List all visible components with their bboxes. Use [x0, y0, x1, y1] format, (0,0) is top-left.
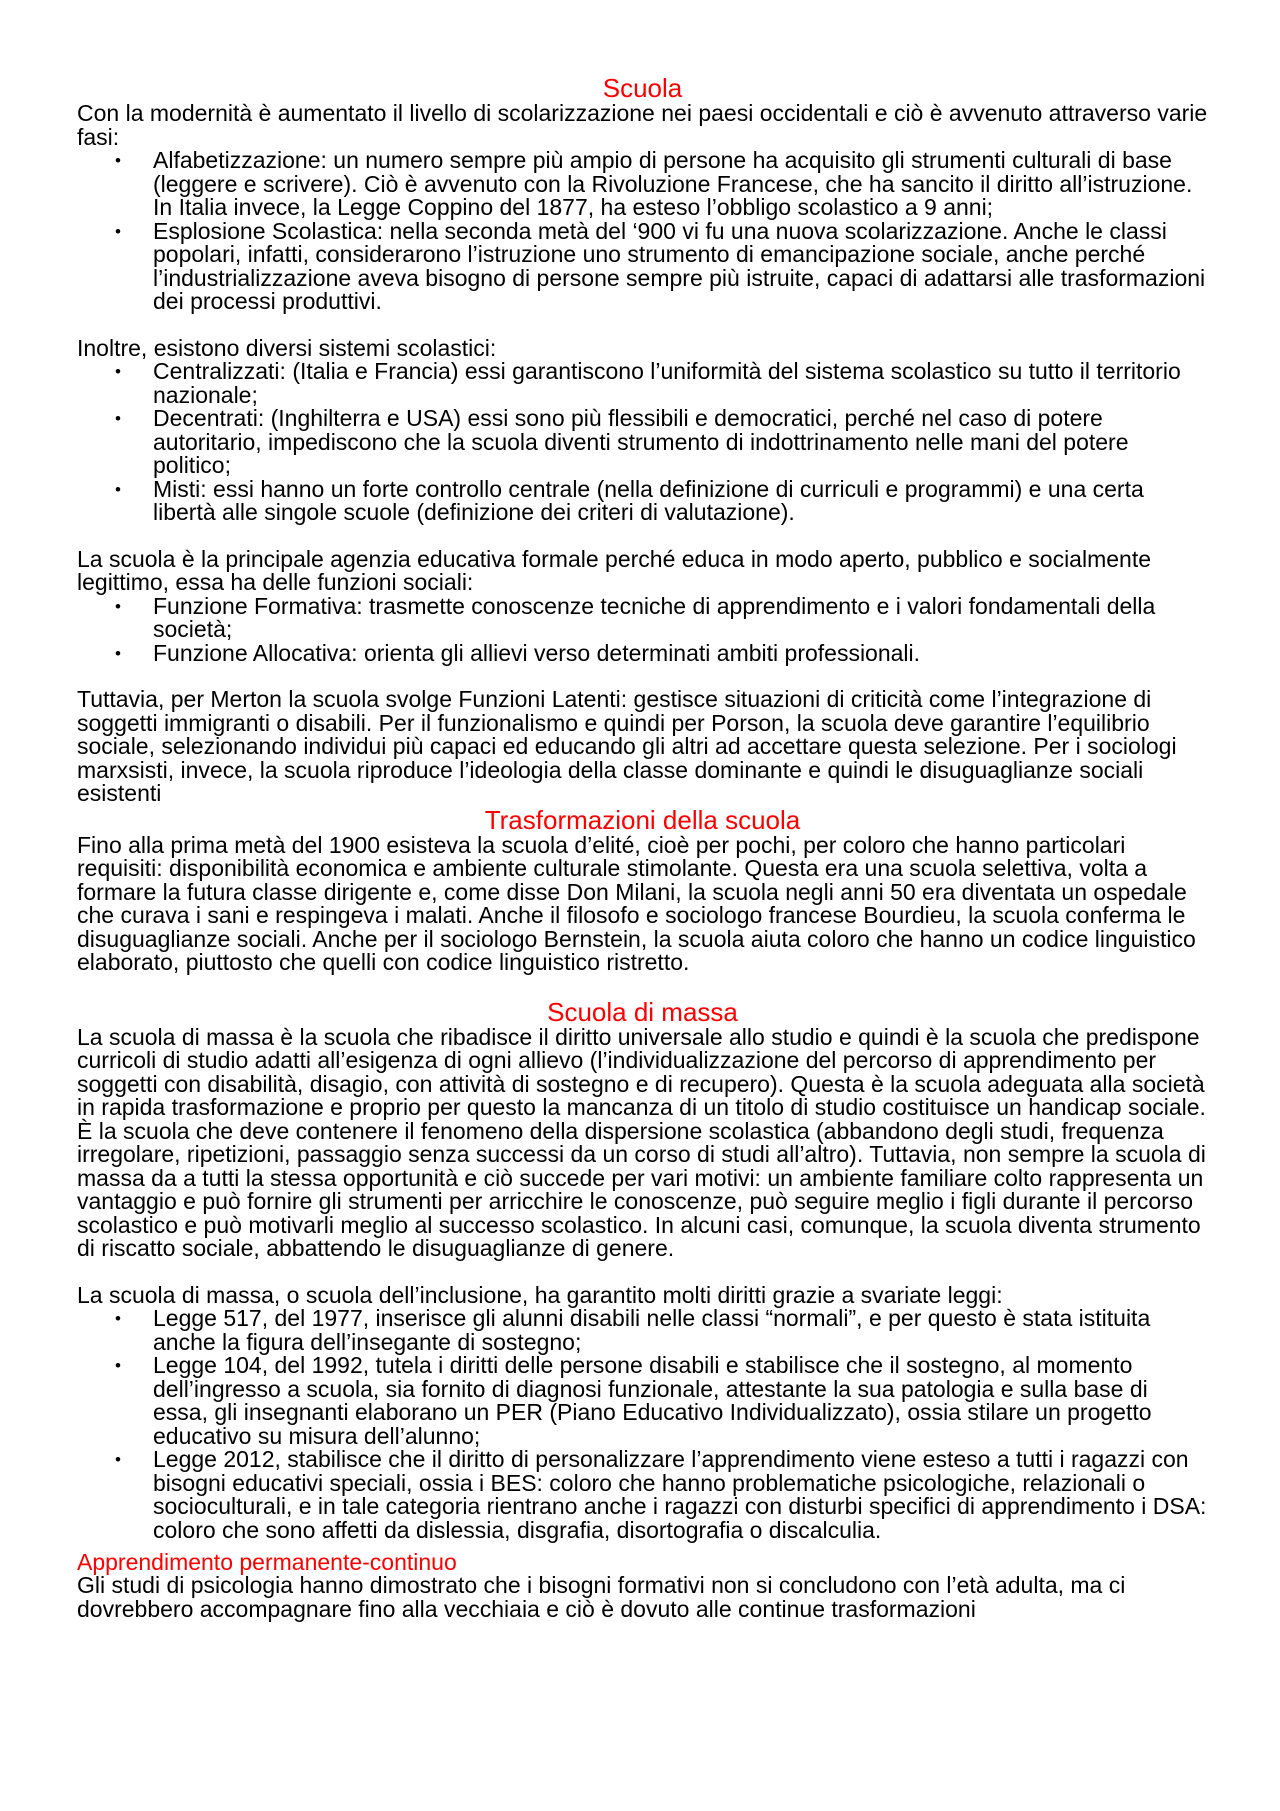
list-item: • Esplosione Scolastica: nella seconda metà del ‘900 vi fu una nuova scolarizzazione. Anche le classi popolari, infatti, considerarono l’istruzione uno strumento di emancipazione sociale, anche perché l’industrializzazione aveva bisogno di persone sempre più istruite, capaci di adattarsi alle trasformazioni dei processi produttivi. [153, 220, 1208, 314]
trasformazioni-paragraph: Fino alla prima metà del 1900 esisteva la scuola d’elité, cioè per pochi, per coloro che hanno particolari requisiti: disponibilità economica e ambiente culturale stimolante. Questa era una scuola selettiva, volta a formare la futura classe dirigente e, come disse Don Milani, la scuola negli anni 50 era diventata un ospedale che curava i sani e respingeva i malati. Anche il filosofo e sociologo francese Bourdieu, la scuola conferma le disuguaglianze sociali. Anche per il sociologo Bernstein, la scuola aiuta coloro che hanno un codice linguistico elaborato, piuttosto che quelli con codice linguistico ristretto. [77, 831, 1196, 975]
section-title-scuola: Scuola [602, 73, 683, 103]
list-item: • Legge 2012, stabilisce che il diritto di personalizzare l’apprendimento viene esteso a tutti i ragazzi con bisogni educativi speciali, ossia i BES: coloro che hanno problematiche psicologiche, relazionali o socioculturali, e in tale categoria rientrano anche i ragazzi con disturbi specifici di apprendimento i DSA: coloro che sono affetti da dislessia, disgrafia, disortografia o discalculia. [153, 1448, 1208, 1542]
list-item: • Legge 517, del 1977, inserisce gli alunni disabili nelle classi “normali”, e per questo è stata istituita anche la figura dell’insegante di sostegno; [153, 1307, 1208, 1354]
leggi-intro: La scuola di massa, o scuola dell’inclusione, ha garantito molti diritti grazie a svariate leggi: [77, 1281, 1003, 1308]
list-item: • Misti: essi hanno un forte controllo centrale (nella definizione di curriculi e programmi) e una certa libertà alle singole scuole (definizione dei criteri di valutazione). [153, 478, 1208, 525]
list-item: • Funzione Formativa: trasmette conoscenze tecniche di apprendimento e i valori fondamentali della società; [153, 595, 1208, 642]
list-item: • Centralizzati: (Italia e Francia) essi garantiscono l’uniformità del sistema scolastico su tutto il territorio nazionale; [153, 360, 1208, 407]
section-title-apprendimento: Apprendimento permanente-continuo [77, 1549, 457, 1575]
fasi-list [77, 149, 1208, 314]
sistemi-list [77, 360, 1208, 525]
section-title-massa: Scuola di massa [547, 996, 738, 1027]
merton-paragraph: Tuttavia, per Merton la scuola svolge Funzioni Latenti: gestisce situazioni di criticità come l’integrazione di soggetti immigranti o disabili. Per il funzionalismo e quindi per Porson, la scuola deve garantire l’equilibrio sociale, selezionando individui più capaci ed educando gli altri ad accettare questa selezione. Per i sociologi marxsisti, invece, la scuola riproduce l’ideologia della classe dominante e quindi le disuguaglianze sociali esistenti [77, 686, 1177, 806]
list-item: • Funzione Allocativa: orienta gli allievi verso determinati ambiti professionali. [153, 642, 1208, 666]
list-item: • Decentrati: (Inghilterra e USA) essi sono più flessibili e democratici, perché nel caso di potere autoritario, impediscono che la scuola diventi strumento di indottrinamento nelle mani del potere politico; [153, 407, 1208, 478]
section-title-trasformazioni: Trasformazioni della scuola [484, 804, 801, 835]
funzioni-list [77, 592, 1208, 666]
massa-paragraph: La scuola di massa è la scuola che ribadisce il diritto universale allo studio e quindi è la scuola che predispone curricoli di studio adatti all’esigenza di ogni allievo (l’individualizzazione del percorso di apprendimento per soggetti con disabilità, disagio, con attività di sostegno e di recupero). Questa è la scuola adeguata alla società in rapida trasformazione e proprio per questo la mancanza di un titolo di studio costituisce un handicap sociale. È la scuola che deve contenere il fenomeno della dispersione scolastica (abbandono degli studi, frequenza irregolare, ripetizioni, passaggio senza successi da un corso di studi all’altro). Tuttavia, non sempre la scuola di massa da a tutti la stessa opportunità e ciò succede per vari motivi: un ambiente familiare colto rappresenta un vantaggio e può fornire gli strumenti per arricchire le conoscenze, può seguire meglio i figli durante il percorso scolastico e può motivarli meglio al successo scolastico. In alcuni casi, comunque, la scuola diventa strumento di riscatto sociale, abbattendo le disuguaglianze di genere. [77, 1023, 1206, 1261]
leggi-list [77, 1307, 1208, 1542]
funzioni-intro: La scuola è la principale agenzia educativa formale perché educa in modo aperto, pubblico e socialmente legittimo, essa ha delle funzioni sociali: [77, 545, 1152, 595]
apprendimento-paragraph: Gli studi di psicologia hanno dimostrato che i bisogni formativi non si concludono con l’età adulta, ma ci dovrebbero accompagnare fino alla vecchiaia e ciò è dovuto alle continue trasformazioni [77, 1572, 1126, 1622]
sistemi-intro: Inoltre, esistono diversi sistemi scolastici: [77, 334, 497, 361]
list-item: • Legge 104, del 1992, tutela i diritti delle persone disabili e stabilisce che il sostegno, al momento dell’ingresso a scuola, sia fornito di diagnosi funzionale, attestante la sua patologia e sulla base di essa, gli insegnanti elaborano un PER (Piano Educativo Individualizzato), ossia stilare un progetto educativo su misura dell’alunno; [153, 1354, 1208, 1448]
intro-paragraph: Con la modernità è aumentato il livello di scolarizzazione nei paesi occidentali e ciò è avvenuto attraverso varie fasi: [77, 100, 1208, 150]
list-item: • Alfabetizzazione: un numero sempre più ampio di persone ha acquisito gli strumenti culturali di base (leggere e scrivere). Ciò è avvenuto con la Rivoluzione Francese, che ha sancito il diritto all’istruzione. In Italia invece, la Legge Coppino del 1877, ha esteso l’obbligo scolastico a 9 anni; [153, 149, 1208, 220]
